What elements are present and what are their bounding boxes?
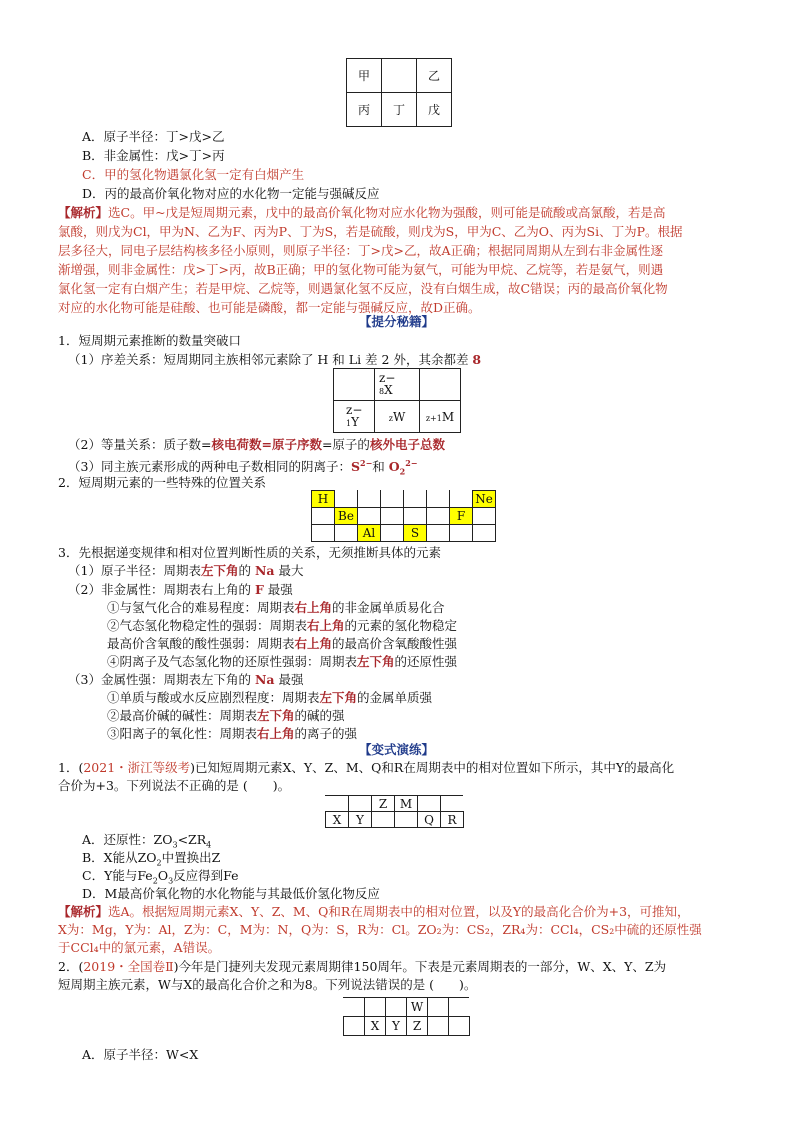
text: )已知短周期元素X、Y、Z、M、Q和R在周期表中的相对位置如下所示，其中Y的最高化	[190, 760, 675, 775]
emph: 核外电子总数	[369, 437, 445, 452]
cell-empty	[326, 796, 349, 812]
analysis-line-4: 渐增强，则非金属性：戊>丁>丙，故B正确；甲的氢化物可能为氨气，可能为甲烷、乙烷等，若是氨气，则遇	[58, 262, 664, 277]
cell-empty	[349, 796, 372, 812]
cell-bing: 丙	[347, 93, 382, 127]
emph: 2	[399, 466, 406, 477]
cell-empty	[372, 812, 395, 828]
cell-empty	[381, 525, 404, 542]
cell-empty	[428, 998, 449, 1017]
cell-empty	[335, 491, 358, 508]
cell-zw	[375, 401, 420, 433]
cell-zm	[420, 401, 461, 433]
tips-p3-2	[68, 581, 293, 598]
q1-analysis-line-3: 于CCl₄中的氯元素，A错误。	[58, 940, 221, 955]
cell-f: F	[450, 508, 473, 525]
text: O	[157, 868, 169, 883]
emph: =	[261, 437, 272, 452]
emph: 2−	[360, 458, 373, 468]
cell-x: X	[365, 1017, 386, 1036]
text: （1）序差关系：短周期同主族相邻元素除了 H 和 Li 差 2 外，其余都差	[68, 352, 473, 367]
emph: 右上角	[307, 618, 345, 633]
analysis-text: 选C。甲~戊是短周期元素，戊中的最高价氧化物对应水化物为强酸，则可能是硫酸或高氯酸，若是高	[108, 205, 666, 220]
text: 中置换出Z	[161, 850, 221, 865]
cell-empty	[450, 525, 473, 542]
text: M	[441, 409, 455, 424]
emph: 右上角	[294, 636, 333, 651]
emph: 左下角	[319, 690, 358, 705]
q1-line-1	[58, 759, 674, 776]
cell-empty	[404, 508, 427, 525]
text: 的碱的强	[294, 708, 345, 723]
cell-empty	[344, 1017, 365, 1036]
emph: 右上角	[257, 726, 295, 741]
text: ②最高价碱的碱性：周期表	[107, 708, 258, 723]
practice-heading: 【变式演练】	[359, 742, 435, 757]
text: （2）非金属性：周期表右上角的	[68, 582, 255, 597]
text: z−	[346, 402, 363, 417]
text: 1．(	[58, 760, 84, 775]
text: ①与氢气化合的难易程度：周期表	[107, 600, 295, 615]
cell-h: H	[312, 491, 335, 508]
q1-element-table	[325, 795, 464, 828]
emph: 左下角	[200, 563, 239, 578]
cell-empty	[427, 491, 450, 508]
emph: 核电荷数	[211, 437, 262, 452]
tips-p3: 3．先根据递变规律和相对位置判断性质的关系，无须推断具体的元素	[58, 545, 441, 560]
text: C．Y能与Fe	[82, 868, 153, 883]
source: 2021・浙江等级考	[83, 760, 191, 775]
text: 3	[172, 840, 178, 850]
position-table	[311, 490, 496, 542]
tips-p1-1	[68, 351, 481, 368]
option-b: B．非金属性：戊>丁>丙	[82, 148, 225, 163]
tips-p2: 2．短周期元素的一些特殊的位置关系	[58, 475, 266, 490]
cell-empty	[428, 1017, 449, 1036]
text: ②气态氢化物稳定性的强弱：周期表	[107, 618, 308, 633]
text: 的金属单质强	[357, 690, 433, 705]
text: 2．(	[58, 959, 84, 974]
cell-y: Y	[386, 1017, 407, 1036]
text: ③阳离子的氧化性：周期表	[107, 726, 258, 741]
cell-empty	[344, 998, 365, 1017]
text: 1	[346, 418, 352, 428]
cell-empty	[441, 796, 464, 812]
q1-analysis-line-2: X为：Mg，Y为：Al，Z为：C，M为：N，Q为：S，R为：Cl。ZO₂为：CS₂，ZR₄为：CCl₄，CS₂中硫的还原性强	[58, 922, 702, 937]
analysis-line-6: 对应的水化物可能是硅酸、也可能是磷酸，都一定能与强碱反应，故D正确。	[58, 300, 481, 315]
emph: 8	[472, 352, 482, 367]
cell-al: Al	[358, 525, 381, 542]
tips-p1: 1．短周期元素推断的数量突破口	[58, 333, 241, 348]
q1-option-d: D．M最高价氧化物的水化物能与其最低价氢化物反应	[82, 886, 380, 901]
text: 的还原性强	[394, 654, 458, 669]
cell-yi: 乙	[417, 59, 452, 93]
text: X	[384, 382, 393, 397]
text: 反应得到Fe	[173, 868, 239, 883]
text: <ZR	[177, 832, 207, 847]
text: 2	[152, 876, 158, 886]
text: 最强	[274, 672, 304, 687]
cell-empty	[418, 796, 441, 812]
cell-empty	[427, 508, 450, 525]
text: z+1	[425, 413, 442, 423]
emph: 原子序数	[271, 437, 322, 452]
cell-wu: 戊	[417, 93, 452, 127]
cell-empty	[334, 369, 375, 401]
text: ④阴离子及气态氢化物的还原性强弱：周期表	[107, 654, 358, 669]
source: 2019・全国卷Ⅱ	[83, 959, 174, 974]
text: Y	[351, 414, 360, 429]
text: z−	[379, 370, 396, 385]
text: A．还原性：ZO	[82, 832, 173, 847]
cell-zx	[375, 369, 420, 401]
cell-s: S	[404, 525, 427, 542]
cell-x: X	[326, 812, 349, 828]
tips-p3-3-ii	[107, 707, 345, 724]
cell-empty	[420, 369, 461, 401]
q1-line-2: 合价为+3。下列说法不正确的是 ( )。	[58, 778, 291, 793]
cell-r: R	[441, 812, 464, 828]
analysis-tag: 【解析】	[58, 205, 109, 220]
cell-empty	[335, 525, 358, 542]
text: W	[392, 409, 406, 424]
text: 8	[379, 386, 385, 396]
text: 4	[206, 840, 212, 850]
cell-m: M	[395, 796, 418, 812]
cell-y: Y	[349, 812, 372, 828]
tips-p3-1	[68, 562, 303, 579]
cell-q: Q	[418, 812, 441, 828]
emph: Na	[254, 563, 275, 578]
text: 的离子的强	[294, 726, 358, 741]
tips-p3-2-iv	[107, 653, 457, 670]
text: 和	[372, 459, 389, 475]
cell-z: Z	[407, 1017, 428, 1036]
text: 的	[238, 563, 255, 578]
analysis-line-3: 层多径大，同电子层结构核多径小原则，则原子半径：丁>戊>乙，故A正确；根据同周期从左到右非金属性逐	[58, 243, 663, 258]
text: )今年是门捷列夫发现元素周期律150周年。下表是元素周期表的一部分，W、X、Y、Z为	[173, 959, 667, 974]
cell-empty	[312, 508, 335, 525]
text: 3	[168, 876, 174, 886]
tips-heading: 【提分秘籍】	[359, 314, 435, 329]
emph: 2−	[405, 458, 418, 468]
emph: 左下角	[257, 708, 295, 723]
text: （1）原子半径：周期表	[68, 563, 201, 578]
cell-empty	[381, 491, 404, 508]
text: 的元素的氢化物稳定	[344, 618, 458, 633]
cell-empty	[395, 812, 418, 828]
cell-empty	[473, 508, 496, 525]
atomic-number-table	[333, 368, 461, 433]
text: 的非金属单质易化合	[332, 600, 445, 615]
option-c-correct: C．甲的氢化物遇氯化氢一定有白烟产生	[82, 167, 305, 182]
text: z	[388, 413, 393, 423]
text: B．X能从ZO	[82, 850, 157, 865]
emph: 右上角	[294, 600, 333, 615]
text: 的最高价含氧酸酸性强	[332, 636, 458, 651]
emph: Na	[254, 672, 275, 687]
emph: F	[254, 582, 264, 597]
cell-jia: 甲	[347, 59, 382, 93]
cell-empty	[381, 508, 404, 525]
cell-be: Be	[335, 508, 358, 525]
analysis-text: 选A。根据短周期元素X、Y、Z、M、Q和R在周期表中的相对位置，以及Y的最高化合价为+3，可推知，	[108, 904, 690, 919]
emph: O	[388, 459, 400, 475]
cell-empty	[312, 525, 335, 542]
tips-p1-2	[68, 436, 445, 453]
q1-analysis-line-1	[58, 903, 690, 920]
cell-empty	[450, 491, 473, 508]
q2-line-1	[58, 958, 666, 975]
cell-ne: Ne	[473, 491, 496, 508]
q2-line-2: 短周期主族元素，W与X的最高化合价之和为8。下列说法错误的是 ( )。	[58, 977, 477, 992]
tips-p3-2-iii	[107, 635, 457, 652]
cell-empty	[404, 491, 427, 508]
cell-empty	[358, 508, 381, 525]
emph: 左下角	[357, 654, 395, 669]
text: 最大	[274, 563, 304, 578]
text: （3）同主族元素形成的两种电子数相同的阴离子：	[68, 459, 351, 475]
cell-empty	[449, 998, 470, 1017]
text: （3）金属性强：周期表左下角的	[68, 672, 255, 687]
analysis-line-5: 氯化氢一定有白烟产生；若是甲烷、乙烷等，则遇氯化氢不反应，没有白烟生成，故C错误；丙的最高价氧化物	[58, 281, 668, 296]
text: （2）等量关系：质子数=	[68, 437, 212, 452]
option-d: D．丙的最高价氧化物对应的水化物一定能与强碱反应	[82, 186, 380, 201]
cell-ding: 丁	[382, 93, 417, 127]
q2-element-table	[343, 997, 470, 1036]
tips-p3-2-ii	[107, 617, 457, 634]
tips-p3-2-i	[107, 599, 445, 616]
analysis-tag: 【解析】	[58, 904, 109, 919]
text: 2	[156, 858, 162, 868]
text: 最强	[263, 582, 293, 597]
tips-p3-3-i	[107, 689, 432, 706]
analysis-line-1	[58, 204, 666, 221]
cell-empty	[427, 525, 450, 542]
tips-p3-3	[68, 671, 303, 688]
cell-w: W	[407, 998, 428, 1017]
text: =原子的	[321, 437, 370, 452]
text: 最高价含氧酸的酸性强弱：周期表	[107, 636, 295, 651]
option-a: A．原子半径：丁>戊>乙	[82, 129, 225, 144]
cell-empty	[365, 998, 386, 1017]
cell-empty	[382, 59, 417, 93]
cell-empty	[386, 998, 407, 1017]
text: ①单质与酸或水反应剧烈程度：周期表	[107, 690, 320, 705]
analysis-line-2: 氯酸，则戊为Cl，甲为N、乙为F、丙为P、丁为S，若是硫酸，则戊为S，甲为C、乙为O、丙为Si、丁为P。根据	[58, 224, 683, 239]
cell-z: Z	[372, 796, 395, 812]
emph: S	[350, 459, 360, 475]
cell-zy	[334, 401, 375, 433]
element-table-1	[346, 58, 452, 127]
cell-empty	[473, 525, 496, 542]
cell-empty	[449, 1017, 470, 1036]
cell-empty	[358, 491, 381, 508]
tips-p3-3-iii	[107, 725, 357, 742]
q2-option-a: A．原子半径：W<X	[82, 1047, 199, 1062]
